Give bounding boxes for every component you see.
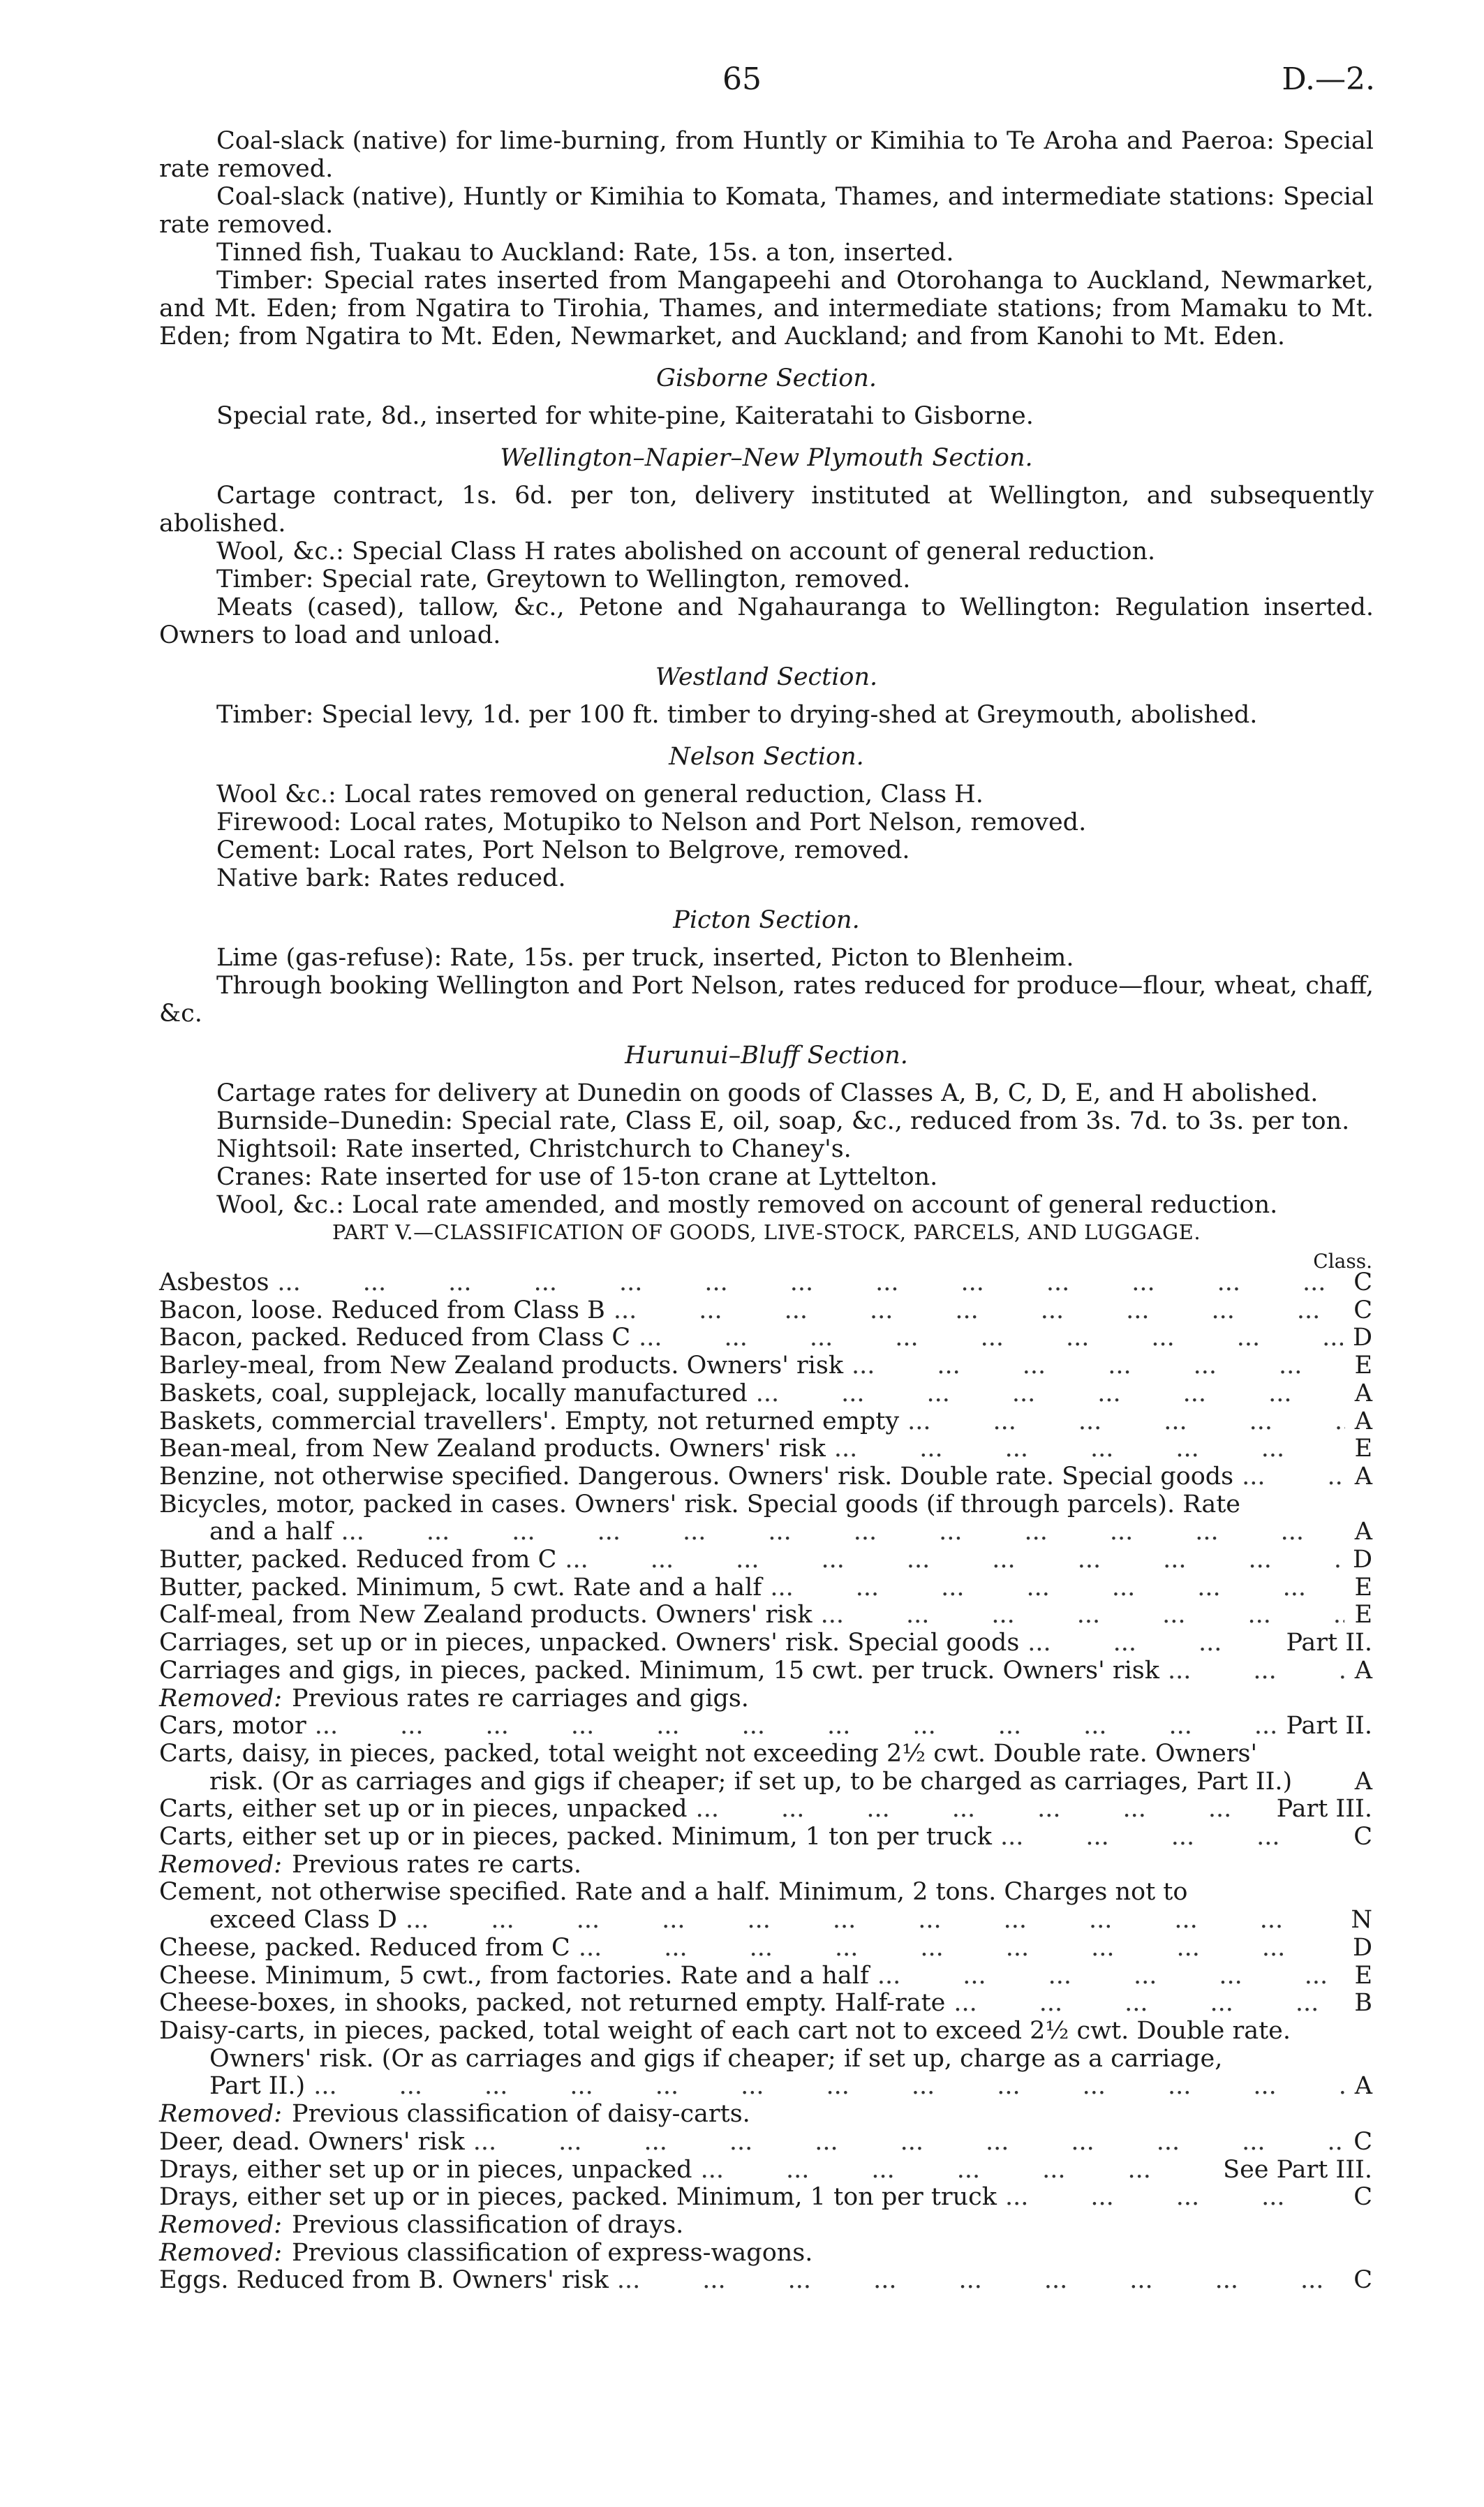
classification-list [159, 1269, 1372, 2295]
dot-leader [997, 2184, 1344, 2212]
item-description: Drays, either set up or in pieces, unpacked [159, 2155, 692, 2184]
classification-row [159, 1851, 1372, 1879]
item-description: Carriages and gigs, in pieces, packed. Minimum, 15 cwt. per truck. Owners' risk [159, 1656, 1159, 1685]
paragraph: Cranes: Rate inserted for use of 15-ton crane at Lyttelton. [216, 1163, 938, 1191]
section-heading: Hurunui–Bluff Section. [625, 1042, 908, 1070]
class-value: A [1354, 2072, 1372, 2101]
item-description: Previous classification of daisy-carts. [292, 2100, 750, 2129]
classification-row [159, 1491, 1372, 1519]
classification-row [159, 1907, 1372, 1935]
class-value: A [1354, 1767, 1372, 1796]
dot-leader [869, 1962, 1345, 1990]
paragraph: Cartage rates for delivery at Dunedin on goods of Classes A, B, C, D, E, and H abolished. [216, 1079, 1319, 1107]
item-description: Cheese. Minimum, 5 cwt., from factories. Rate and a half [159, 1961, 869, 1990]
classification-row [159, 1768, 1372, 1796]
class-value: D [1352, 1546, 1372, 1574]
classification-row [159, 1824, 1372, 1851]
section-heading: Westland Section. [655, 663, 878, 691]
dot-leader [1159, 1657, 1345, 1685]
dot-leader [1019, 1629, 1276, 1657]
classification-row [159, 2073, 1372, 2101]
dot-leader [692, 2157, 1214, 2184]
dot-leader [397, 1907, 1341, 1935]
paragraph: Timber: Special rates inserted from Mangapeehi and Otorohanga to Auckland, Newmarket, and Mt. Eden; from Ngatira to Tirohia, Thames, and intermediate stations; from Mamaku to Mt. Eden; from Ngatira to Mt. Eden, Newmarket, and Auckland; and from Kanohi to Mt. Eden. [159, 267, 1374, 350]
paragraph: Tinned fish, Tuakau to Auckland: Rate, 15s. a ton, inserted. [216, 239, 954, 267]
paragraph: Cement: Local rates, Port Nelson to Belgrove, removed. [216, 836, 910, 864]
classification-row [159, 1629, 1372, 1657]
dot-leader [333, 1518, 1345, 1546]
item-description: Carts, either set up or in pieces, unpacked [159, 1795, 688, 1824]
removed-label: Removed: [159, 2238, 283, 2267]
class-value: A [1354, 1407, 1372, 1435]
section-heading: Picton Section. [673, 906, 860, 934]
dot-leader [305, 2073, 1345, 2101]
item-description: Carriages, set up or in pieces, unpacked. Owners' risk. Special goods [159, 1629, 1020, 1657]
class-value: A [1354, 1656, 1372, 1685]
item-description: Bacon, loose. Reduced from Class B [159, 1296, 605, 1324]
class-value: C [1353, 1823, 1372, 1851]
item-description: Previous rates re carriages and gigs. [292, 1684, 749, 1713]
item-description: Bacon, packed. Reduced from Class C [159, 1324, 631, 1352]
item-description: Barley-meal, from New Zealand products. Owners' risk [159, 1352, 844, 1380]
classification-row [159, 1990, 1372, 2018]
classification-row [159, 1435, 1372, 1463]
classification-row [159, 1935, 1372, 1962]
classification-row [159, 2046, 1372, 2073]
classification-row [159, 2240, 1372, 2268]
classification-row [159, 1546, 1372, 1574]
classification-row [159, 1352, 1372, 1380]
item-description: Benzine, not otherwise specified. Dangerous. Owners' risk. Double rate. Special goods [159, 1462, 1234, 1491]
item-description: Daisy-carts, in pieces, packed, total weight of each cart not to exceed 2½ cwt. Double rate. [159, 2016, 1291, 2045]
classification-row [159, 1463, 1372, 1491]
item-description: Previous classification of express-wagons. [292, 2238, 813, 2267]
class-value: C [1353, 2266, 1372, 2295]
dot-leader [609, 2267, 1344, 2295]
item-description: Cars, motor [159, 1712, 306, 1740]
item-description: Previous classification of drays. [292, 2210, 684, 2239]
dot-leader [813, 1602, 1345, 1629]
section-heading: Gisborne Section. [656, 364, 877, 392]
class-value: A [1354, 1379, 1372, 1407]
class-value: A [1354, 1518, 1372, 1546]
item-description: and a half [209, 1518, 333, 1546]
section-heading: Wellington–Napier–New Plymouth Section. [500, 444, 1033, 472]
dot-leader [306, 1713, 1277, 1740]
item-description: Deer, dead. Owners' risk [159, 2127, 465, 2156]
classification-row [159, 1324, 1372, 1352]
dot-leader [748, 1380, 1345, 1408]
paragraph: Coal-slack (native) for lime-burning, from Huntly or Kimihia to Te Aroha and Paeroa: Special rate removed. [159, 127, 1374, 183]
paragraph: Wool &c.: Local rates removed on general reduction, Class H. [216, 781, 984, 808]
class-value: N [1351, 1906, 1372, 1935]
classification-row [159, 1740, 1372, 1768]
class-value: C [1353, 1296, 1372, 1324]
paragraph: Meats (cased), tallow, &c., Petone and Ngahauranga to Wellington: Regulation inserted. Owners to load and unload. [159, 593, 1374, 649]
class-value: C [1353, 2127, 1372, 2156]
item-description: Cheese, packed. Reduced from C [159, 1933, 570, 1962]
document-reference: D.—2. [1282, 61, 1375, 97]
classification-row [159, 2267, 1372, 2295]
classification-row [159, 1685, 1372, 1713]
classification-row [159, 1602, 1372, 1629]
class-value: E [1354, 1573, 1372, 1602]
class-value: E [1354, 1601, 1372, 1629]
classification-row [159, 1796, 1372, 1824]
dot-leader [605, 1297, 1344, 1325]
classification-row [159, 1380, 1372, 1408]
class-value: Part III. [1276, 1795, 1372, 1824]
dot-leader [556, 1546, 1343, 1574]
classification-row [159, 1269, 1372, 1297]
item-description: Baskets, commercial travellers'. Empty, not returned empty [159, 1407, 900, 1435]
paragraph: Native bark: Rates reduced. [216, 864, 566, 892]
class-value: A [1354, 1462, 1372, 1491]
class-value: E [1354, 1352, 1372, 1380]
classification-row [159, 1713, 1372, 1740]
classification-row [159, 1657, 1372, 1685]
classification-row [159, 1297, 1372, 1325]
dot-leader [630, 1324, 1343, 1352]
classification-row [159, 2184, 1372, 2212]
paragraph: Wool, &c.: Special Class H rates abolished on account of general reduction. [216, 538, 1156, 565]
class-value: C [1353, 1269, 1372, 1296]
item-description: Asbestos [159, 1269, 269, 1296]
item-description: Eggs. Reduced from B. Owners' risk [159, 2266, 609, 2295]
dot-leader [843, 1352, 1344, 1380]
classification-row [159, 1408, 1372, 1436]
classification-row [159, 2018, 1372, 2046]
classification-row [159, 1518, 1372, 1546]
paragraph: Burnside–Dunedin: Special rate, Class E, oil, soap, &c., reduced from 3s. 7d. to 3s. per ton. [216, 1107, 1350, 1135]
item-description: Cheese-boxes, in shooks, packed, not returned empty. Half-rate [159, 1989, 946, 2018]
classification-row [159, 1574, 1372, 1602]
removed-label: Removed: [159, 2210, 283, 2239]
classification-row [159, 2129, 1372, 2157]
dot-leader [762, 1574, 1344, 1602]
page-number: 65 [722, 61, 762, 97]
paragraph: Timber: Special rate, Greytown to Wellington, removed. [216, 565, 911, 593]
item-description: exceed Class D [209, 1906, 397, 1935]
item-description: Calf-meal, from New Zealand products. Owners' risk [159, 1601, 813, 1629]
class-value: See Part III. [1223, 2155, 1372, 2184]
item-description: Bicycles, motor, packed in cases. Owners' risk. Special goods (if through parcels). Rate [159, 1490, 1241, 1518]
item-description: Previous rates re carts. [292, 1850, 582, 1879]
dot-leader [269, 1269, 1344, 1297]
rate-changes-text [159, 127, 1374, 1219]
class-column-header: Class. [1313, 1250, 1372, 1273]
section-heading: Nelson Section. [669, 743, 864, 771]
paragraph: Timber: Special levy, 1d. per 100 ft. timber to drying-shed at Greymouth, abolished. [216, 701, 1258, 729]
paragraph: Coal-slack (native), Huntly or Kimihia to Komata, Thames, and intermediate stations: Special rate removed. [159, 183, 1374, 239]
item-description: Butter, packed. Reduced from C [159, 1546, 557, 1574]
classification-row [159, 1879, 1372, 1907]
item-description: Butter, packed. Minimum, 5 cwt. Rate and a half [159, 1573, 762, 1602]
paragraph: Through booking Wellington and Port Nelson, rates reduced for produce—flour, wheat, chaff, &c. [159, 972, 1374, 1028]
dot-leader [688, 1796, 1267, 1824]
classification-row [159, 2101, 1372, 2129]
dot-leader [945, 1990, 1344, 2018]
class-value: Part II. [1286, 1629, 1372, 1657]
paragraph: Lime (gas-refuse): Rate, 15s. per truck, inserted, Picton to Blenheim. [216, 944, 1074, 972]
paragraph: Firewood: Local rates, Motupiko to Nelson and Port Nelson, removed. [216, 808, 1087, 836]
dot-leader [826, 1435, 1345, 1463]
classification-row [159, 2157, 1372, 2184]
class-value: E [1354, 1961, 1372, 1990]
dot-leader [570, 1935, 1343, 1962]
item-description: risk. (Or as carriages and gigs if cheaper; if set up, to be charged as carriages, Part II.) [209, 1767, 1293, 1796]
dot-leader [899, 1408, 1345, 1436]
paragraph: Cartage contract, 1s. 6d. per ton, delivery instituted at Wellington, and subsequently abolished. [159, 482, 1374, 538]
paragraph: Wool, &c.: Local rate amended, and mostly removed on account of general reduction. [216, 1191, 1278, 1219]
item-description: Owners' risk. (Or as carriages and gigs if cheaper; if set up, charge as a carriage, [209, 2044, 1223, 2073]
dot-leader [465, 2129, 1344, 2157]
classification-row [159, 2212, 1372, 2240]
item-description: Bean-meal, from New Zealand products. Owners' risk [159, 1435, 826, 1463]
item-description: Drays, either set up or in pieces, packed. Minimum, 1 ton per truck [159, 2183, 997, 2212]
item-description: Baskets, coal, supplejack, locally manufactured [159, 1379, 748, 1407]
removed-label: Removed: [159, 1684, 283, 1713]
item-description: Carts, daisy, in pieces, packed, total weight not exceeding 2½ cwt. Double rate. Owners' [159, 1739, 1258, 1768]
item-description: Carts, either set up or in pieces, packed. Minimum, 1 ton per truck [159, 1823, 993, 1851]
removed-label: Removed: [159, 2100, 283, 2129]
dot-leader [1233, 1463, 1345, 1491]
item-description: Cement, not otherwise specified. Rate and a half. Minimum, 2 tons. Charges not to [159, 1878, 1188, 1907]
classification-row [159, 1962, 1372, 1990]
class-value: B [1354, 1989, 1372, 2018]
class-value: Part II. [1286, 1712, 1372, 1740]
class-value: D [1352, 1933, 1372, 1962]
removed-label: Removed: [159, 1850, 283, 1879]
item-description: Part II.) [209, 2072, 306, 2101]
dot-leader [992, 1824, 1344, 1851]
class-value: E [1354, 1435, 1372, 1463]
part-v-title: PART V.—CLASSIFICATION OF GOODS, LIVE-STOCK, PARCELS, AND LUGGAGE. [332, 1220, 1201, 1244]
class-value: D [1352, 1324, 1372, 1352]
paragraph: Special rate, 8d., inserted for white-pine, Kaiteratahi to Gisborne. [216, 402, 1034, 430]
paragraph: Nightsoil: Rate inserted, Christchurch to Chaney's. [216, 1135, 852, 1163]
class-value: C [1353, 2183, 1372, 2212]
